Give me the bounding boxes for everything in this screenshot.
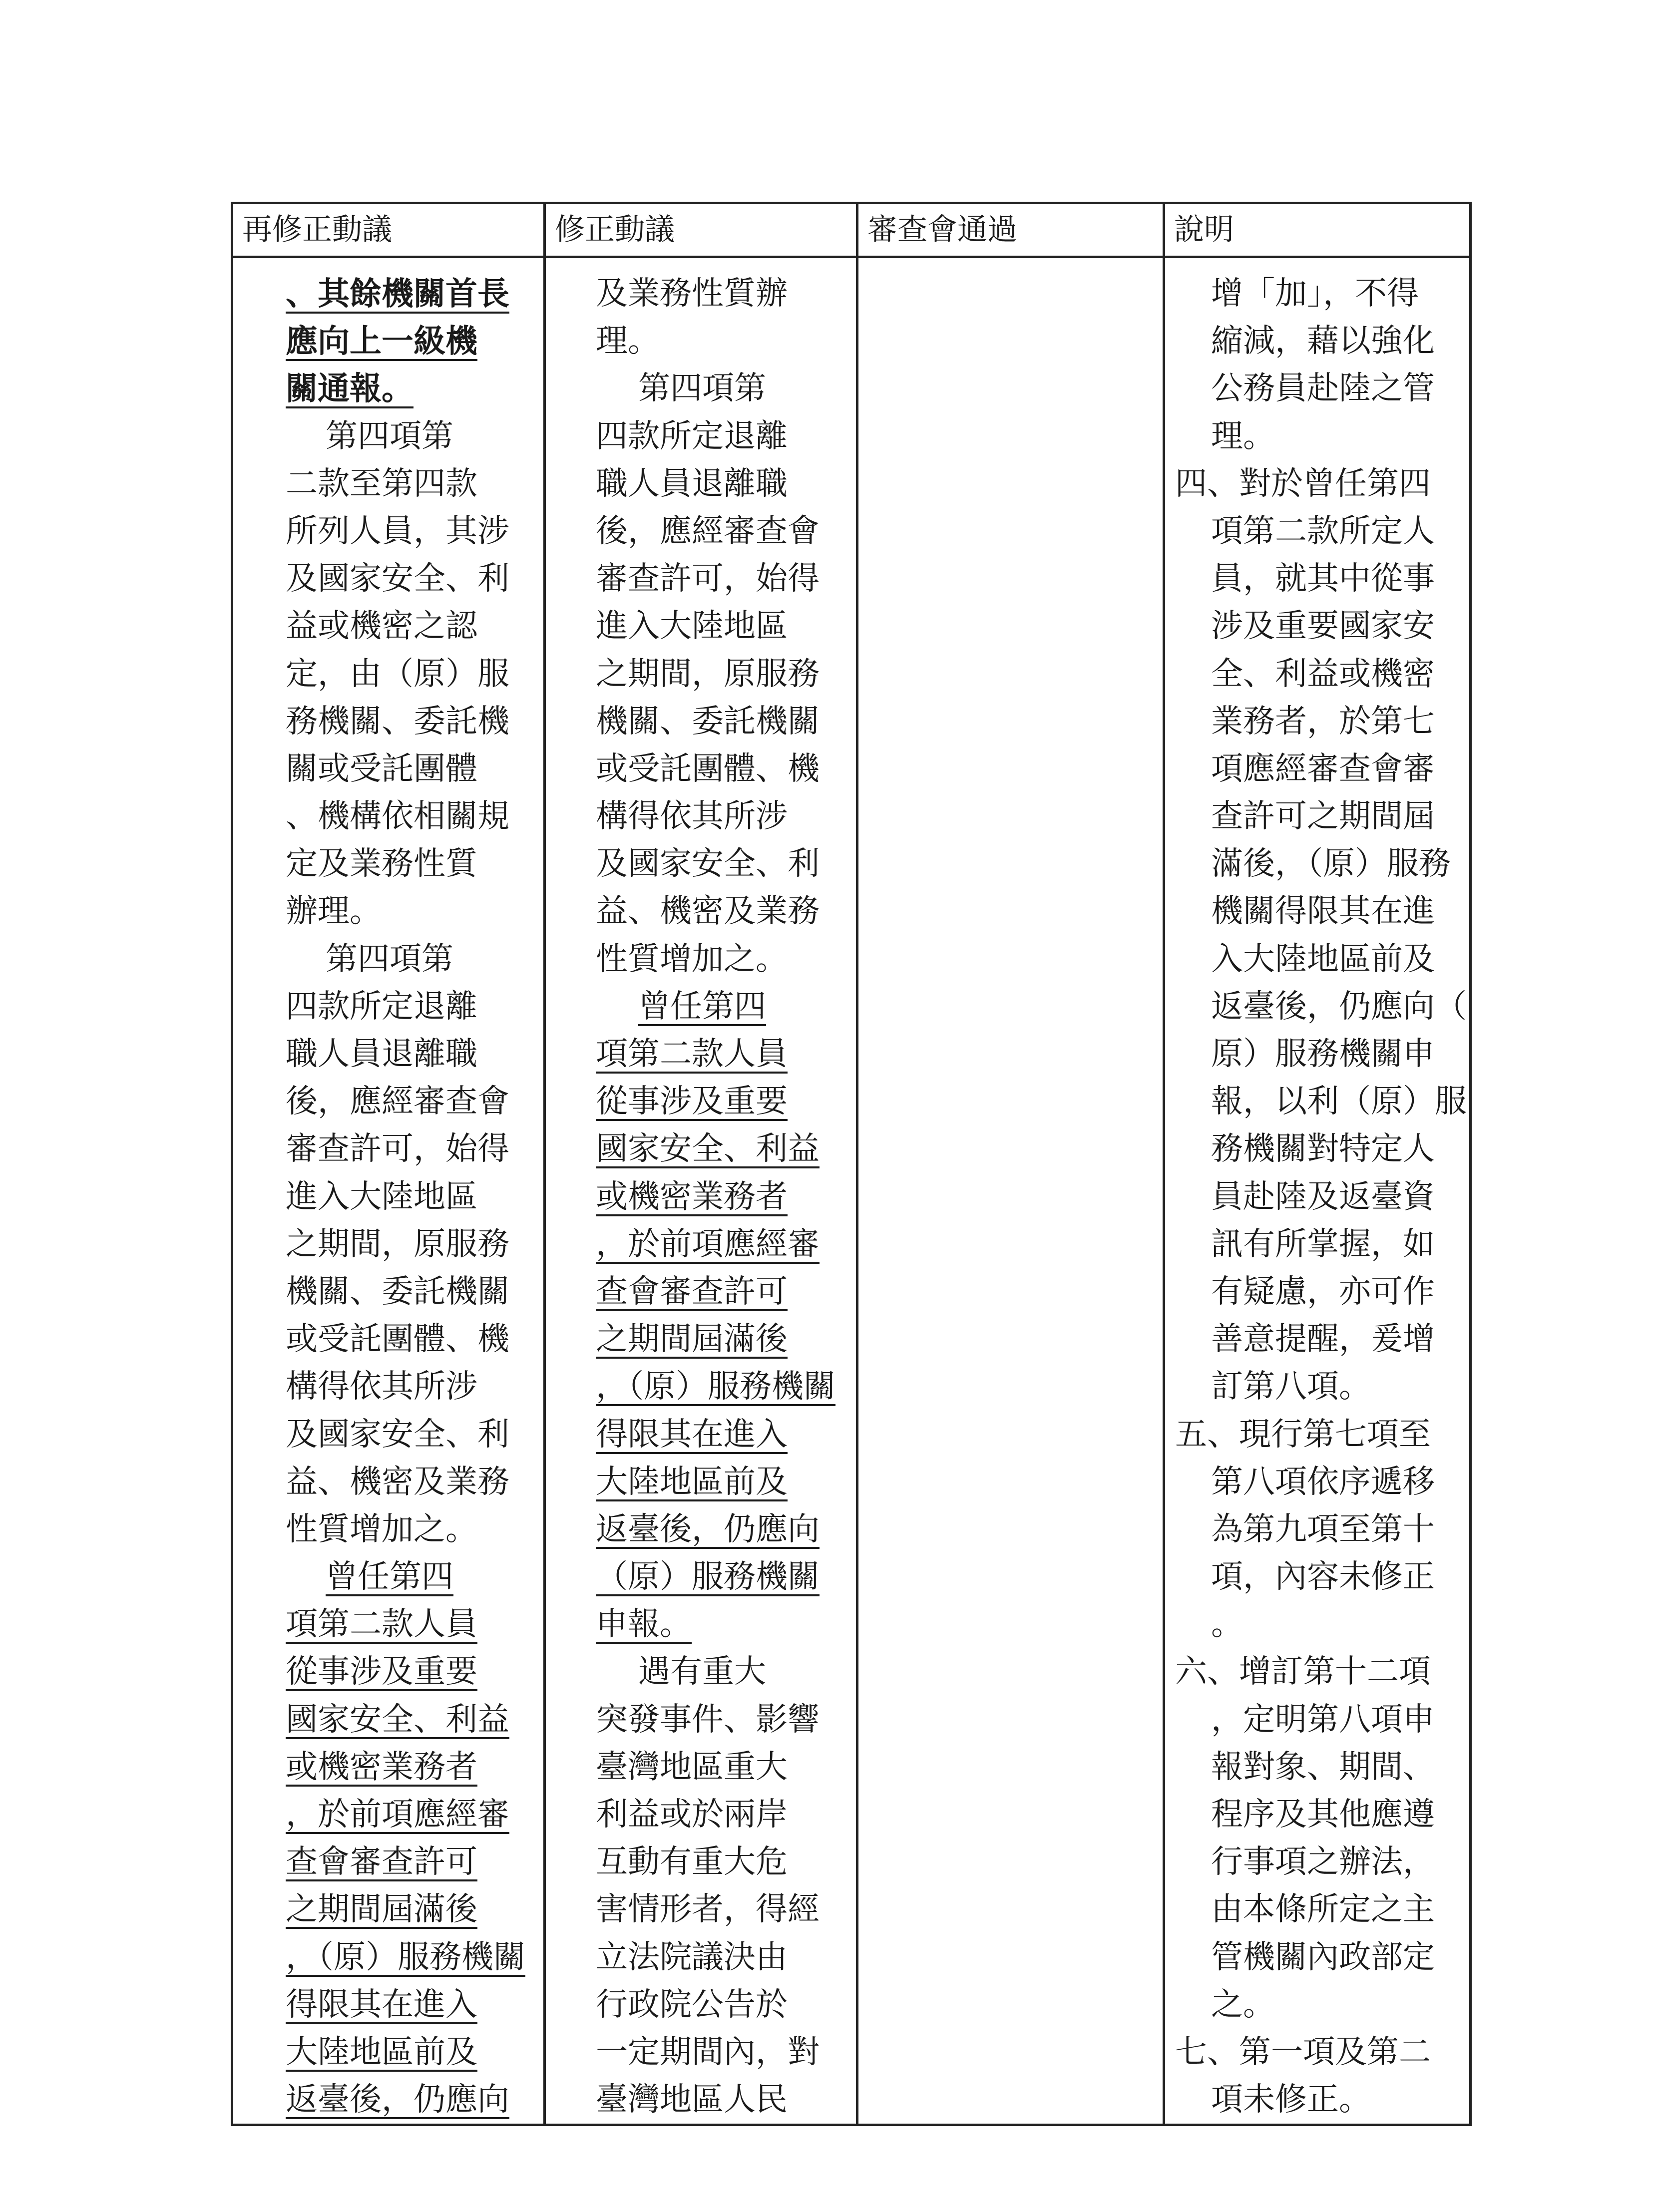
- text-line: [233, 365, 545, 412]
- line-text: ，定明第八項申: [1211, 1701, 1435, 1738]
- text-line: [1165, 1791, 1469, 1839]
- line-text: 臺灣地區重大: [596, 1748, 788, 1786]
- header-re-amendment: 再修正動議: [242, 212, 392, 247]
- line-text: 或受託團體、機: [596, 750, 820, 787]
- line-text: 突發事件、影響: [596, 1701, 820, 1738]
- line-text: 員赴陸及返臺資: [1211, 1178, 1435, 1215]
- line-text: 第八項依序遞移: [1211, 1463, 1435, 1500]
- line-text: 項第二款人員: [286, 1606, 477, 1643]
- line-text: 從事涉及重要: [596, 1083, 788, 1120]
- line-text: 應向上一級機: [286, 323, 477, 361]
- line-text: 得限其在進入: [286, 1986, 477, 2023]
- line-text: 益、機密及業務: [286, 1463, 509, 1500]
- line-text: 機關、委託機關: [596, 703, 820, 740]
- text-line: [233, 745, 545, 793]
- text-line: [546, 698, 855, 745]
- text-line: [1165, 1459, 1469, 1506]
- line-text: 臺灣地區人民: [596, 2081, 788, 2119]
- header-cell-review-passed: [857, 203, 1164, 257]
- text-line: [1165, 1268, 1469, 1316]
- text-line: [1165, 1981, 1469, 2029]
- text-line: [1165, 318, 1469, 365]
- line-text: 訊有所掌握，如: [1211, 1225, 1435, 1263]
- line-text: 第四項第: [326, 417, 453, 455]
- line-text: 進入大陸地區: [286, 1178, 477, 1215]
- line-text: 查會審查許可: [596, 1273, 788, 1310]
- line-text: 增「加」，不得: [1211, 275, 1419, 312]
- line-text: 所列人員，其涉: [286, 512, 509, 550]
- header-explanation: 說明: [1174, 212, 1234, 247]
- explanation-text: [1165, 258, 1469, 2124]
- line-text: 性質增加之。: [286, 1510, 477, 1548]
- line-text: 報，以利（原）服: [1211, 1083, 1467, 1120]
- amendment-cell: [545, 257, 857, 2125]
- line-text: 程序及其他應遵: [1211, 1796, 1435, 1833]
- line-text: 得限其在進入: [596, 1416, 788, 1453]
- line-text: 公務員赴陸之管: [1211, 370, 1435, 407]
- text-line: [546, 508, 855, 555]
- line-text: 及國家安全、利: [286, 1416, 509, 1453]
- text-line: [233, 698, 545, 745]
- line-text: 審查許可，始得: [596, 560, 820, 598]
- text-line: [546, 413, 855, 460]
- line-text: 縮減，藉以強化: [1211, 323, 1435, 360]
- text-line: [233, 983, 545, 1031]
- line-text: 查許可之期間屆: [1211, 798, 1435, 835]
- text-line: [1165, 508, 1469, 555]
- line-text: 善意提醒，爰增: [1211, 1321, 1435, 1358]
- text-line: [233, 1363, 545, 1411]
- line-text: 四、對於曾任第四: [1175, 465, 1431, 502]
- text-line: [233, 1316, 545, 1363]
- line-text: 之期間，原服務: [596, 655, 820, 693]
- text-line: [233, 1459, 545, 1506]
- line-text: 管機關內政部定: [1211, 1938, 1435, 1976]
- text-line: [233, 1791, 545, 1839]
- text-line: [546, 603, 855, 650]
- line-text: 審查許可，始得: [286, 1130, 509, 1168]
- line-text: 理。: [596, 323, 660, 360]
- text-line: [1165, 1411, 1469, 1459]
- line-text: ，於前項應經審: [596, 1225, 820, 1263]
- line-text: 。: [1211, 1606, 1243, 1643]
- text-line: [1165, 1886, 1469, 1933]
- line-text: 返臺後，仍應向: [596, 1510, 820, 1548]
- text-line: [546, 1268, 855, 1316]
- text-line: [546, 983, 898, 1031]
- text-line: [1165, 888, 1469, 935]
- text-line: [546, 1506, 855, 1553]
- line-text: 害情形者，得經: [596, 1891, 820, 1928]
- text-line: [233, 793, 545, 840]
- text-line: [233, 651, 545, 698]
- text-line: [233, 936, 585, 983]
- text-line: [546, 745, 855, 793]
- text-line: [1165, 1506, 1469, 1553]
- line-text: 行事項之辦法，: [1211, 1843, 1435, 1881]
- text-line: [1165, 1839, 1469, 1886]
- line-text: 由本條所定之主: [1211, 1891, 1435, 1928]
- line-text: 機關、委託機關: [286, 1273, 509, 1310]
- text-line: [233, 840, 545, 888]
- text-line: [1165, 745, 1469, 793]
- text-line: [546, 1934, 855, 1981]
- text-line: [546, 1839, 855, 1886]
- text-line: [1165, 1648, 1469, 1696]
- line-text: 行政院公告於: [596, 1986, 788, 2023]
- line-text: 滿後，（原）服務: [1211, 845, 1451, 883]
- line-text: 一定期間內，對: [596, 2033, 820, 2071]
- line-text: 利益或於兩岸: [596, 1796, 788, 1833]
- line-text: 及業務性質辦: [596, 275, 788, 312]
- text-line: [546, 1981, 855, 2029]
- text-line: [1165, 1934, 1469, 1981]
- amendment-text: [546, 258, 856, 2124]
- text-line: [546, 270, 855, 318]
- text-line: [233, 318, 545, 365]
- line-text: 項第二款人員: [596, 1036, 788, 1073]
- line-text: 六、增訂第十二項: [1175, 1653, 1431, 1691]
- text-line: [1165, 1173, 1469, 1221]
- line-text: 全、利益或機密: [1211, 655, 1435, 693]
- line-text: 立法院議決由: [596, 1938, 788, 1976]
- text-line: [233, 2076, 545, 2124]
- header-amendment: 修正動議: [555, 212, 675, 247]
- line-text: 理。: [1211, 417, 1275, 455]
- text-line: [1165, 1221, 1469, 1268]
- line-text: 職人員退離職: [596, 465, 788, 502]
- table-body-row: [232, 257, 1471, 2125]
- line-text: 之期間，原服務: [286, 1225, 509, 1263]
- text-line: [233, 1268, 545, 1316]
- line-text: 查會審查許可: [286, 1843, 477, 1881]
- line-text: 定，由（原）服: [286, 655, 509, 693]
- line-text: 及國家安全、利: [286, 560, 509, 598]
- line-text: 之期間屆滿後: [596, 1321, 788, 1358]
- text-line: [1165, 698, 1469, 745]
- line-text: 益或機密之認: [286, 608, 477, 645]
- line-text: 原）服務機關申: [1211, 1036, 1435, 1073]
- text-line: [233, 1553, 585, 1601]
- line-text: 七、第一項及第二: [1175, 2033, 1431, 2071]
- line-text: 關通報。: [286, 370, 413, 408]
- line-text: 第四項第: [326, 940, 453, 978]
- text-line: [233, 888, 545, 935]
- text-line: [546, 1125, 855, 1173]
- text-line: [1165, 1744, 1469, 1791]
- line-text: 入大陸地區前及: [1211, 940, 1435, 978]
- text-line: [233, 1078, 545, 1125]
- text-line: [1165, 1696, 1469, 1744]
- table-header-row: [232, 203, 1471, 257]
- text-line: [233, 1934, 545, 1981]
- amendment-comparison-table: [231, 202, 1472, 2126]
- text-line: [1165, 270, 1469, 318]
- header-cell-explanation: [1164, 203, 1471, 257]
- header-cell-re-amendment: [232, 203, 545, 257]
- line-text: 曾任第四: [326, 1558, 453, 1596]
- line-text: 四款所定退離: [596, 417, 788, 455]
- text-line: [546, 1791, 855, 1839]
- text-line: [1165, 1031, 1469, 1078]
- line-text: 第四項第: [638, 370, 766, 407]
- line-text: 進入大陸地區: [596, 608, 788, 645]
- text-line: [233, 460, 545, 508]
- text-line: [546, 651, 855, 698]
- text-line: [1165, 1316, 1469, 1363]
- text-line: [233, 413, 585, 460]
- text-line: [233, 1506, 545, 1553]
- text-line: [1165, 936, 1469, 983]
- text-line: [1165, 983, 1469, 1031]
- line-text: 項，內容未修正: [1211, 1558, 1435, 1596]
- text-line: [546, 1648, 898, 1696]
- line-text: 有疑慮，亦可作: [1211, 1273, 1435, 1310]
- line-text: 後，應經審查會: [286, 1083, 509, 1120]
- text-line: [233, 1601, 545, 1648]
- text-line: [546, 2029, 855, 2076]
- line-text: 辦理。: [286, 893, 382, 930]
- text-line: [546, 1553, 855, 1601]
- text-line: [1165, 1125, 1469, 1173]
- text-line: [546, 1173, 855, 1221]
- text-line: [233, 1696, 545, 1744]
- text-line: [546, 1078, 855, 1125]
- line-text: 益、機密及業務: [596, 893, 820, 930]
- line-text: 涉及重要國家安: [1211, 608, 1435, 645]
- text-line: [1165, 2029, 1469, 2076]
- text-line: [546, 1031, 855, 1078]
- line-text: 二款至第四款: [286, 465, 477, 502]
- line-text: 為第九項至第十: [1211, 1510, 1435, 1548]
- line-text: 性質增加之。: [596, 940, 788, 978]
- line-text: （原）服務機關: [596, 1558, 820, 1596]
- text-line: [1165, 1363, 1469, 1411]
- header-cell-amendment: [545, 203, 857, 257]
- text-line: [546, 840, 855, 888]
- line-text: 申報。: [596, 1606, 692, 1643]
- text-line: [1165, 365, 1469, 412]
- line-text: 大陸地區前及: [596, 1463, 788, 1500]
- line-text: 構得依其所涉: [286, 1368, 477, 1406]
- explanation-cell: [1164, 257, 1471, 2125]
- text-line: [546, 1363, 855, 1411]
- line-text: 職人員退離職: [286, 1036, 477, 1073]
- line-text: ，（原）服務機關: [596, 1368, 835, 1406]
- text-line: [233, 1125, 545, 1173]
- text-line: [233, 1744, 545, 1791]
- line-text: 大陸地區前及: [286, 2033, 477, 2071]
- line-text: 關或受託團體: [286, 750, 477, 787]
- text-line: [233, 1648, 545, 1696]
- line-text: ，（原）服務機關: [286, 1938, 525, 1976]
- line-text: 互動有重大危: [596, 1843, 788, 1881]
- text-line: [546, 936, 855, 983]
- line-text: 報對象、期間、: [1211, 1748, 1435, 1786]
- line-text: 員，就其中從事: [1211, 560, 1435, 598]
- line-text: 國家安全、利益: [596, 1130, 820, 1168]
- re-amendment-text: [233, 258, 543, 2124]
- text-line: [233, 603, 545, 650]
- text-line: [546, 1459, 855, 1506]
- header-review-passed: 審查會通過: [867, 212, 1017, 247]
- line-text: 從事涉及重要: [286, 1653, 477, 1691]
- line-text: 或機密業務者: [286, 1748, 477, 1786]
- text-line: [233, 1886, 545, 1933]
- line-text: 訂第八項。: [1211, 1368, 1371, 1406]
- text-line: [546, 1601, 855, 1648]
- text-line: [233, 555, 545, 603]
- line-text: 返臺後，仍應向: [286, 2081, 509, 2119]
- line-text: 構得依其所涉: [596, 798, 788, 835]
- text-line: [546, 888, 855, 935]
- line-text: ，於前項應經審: [286, 1796, 509, 1833]
- text-line: [546, 1886, 855, 1933]
- line-text: 或機密業務者: [596, 1178, 788, 1215]
- text-line: [546, 1221, 855, 1268]
- line-text: 定及業務性質: [286, 845, 477, 883]
- text-line: [546, 460, 855, 508]
- text-line: [1165, 1553, 1469, 1601]
- line-text: 遇有重大: [638, 1653, 766, 1691]
- text-line: [1165, 2076, 1469, 2124]
- text-line: [233, 270, 545, 318]
- line-text: 四款所定退離: [286, 988, 477, 1025]
- text-line: [1165, 460, 1469, 508]
- text-line: [233, 1411, 545, 1459]
- line-text: 業務者，於第七: [1211, 703, 1435, 740]
- line-text: 務機關、委託機: [286, 703, 509, 740]
- text-line: [1165, 1601, 1469, 1648]
- line-text: 、機構依相關規: [286, 798, 509, 835]
- text-line: [233, 1031, 545, 1078]
- text-line: [546, 555, 855, 603]
- text-line: [1165, 1078, 1469, 1125]
- text-line: [233, 1173, 545, 1221]
- text-line: [546, 365, 898, 412]
- text-line: [1165, 555, 1469, 603]
- line-text: 國家安全、利益: [286, 1701, 509, 1738]
- line-text: 或受託團體、機: [286, 1321, 509, 1358]
- line-text: 務機關對特定人: [1211, 1130, 1435, 1168]
- line-text: 項未修正。: [1211, 2081, 1371, 2119]
- text-line: [233, 2029, 545, 2076]
- text-line: [1165, 413, 1469, 460]
- text-line: [546, 1696, 855, 1744]
- text-line: [233, 1839, 545, 1886]
- text-line: [546, 793, 855, 840]
- line-text: 曾任第四: [638, 988, 766, 1025]
- line-text: 後，應經審查會: [596, 512, 820, 550]
- text-line: [546, 2076, 855, 2124]
- review-passed-text: [858, 258, 1163, 270]
- line-text: 之。: [1211, 1986, 1275, 2023]
- text-line: [546, 1411, 855, 1459]
- text-line: [1165, 793, 1469, 840]
- line-text: 及國家安全、利: [596, 845, 820, 883]
- text-line: [1165, 840, 1469, 888]
- text-line: [546, 1744, 855, 1791]
- line-text: 項應經審查會審: [1211, 750, 1435, 787]
- text-line: [233, 508, 545, 555]
- text-line: [233, 1981, 545, 2029]
- text-line: [1165, 651, 1469, 698]
- review-passed-cell: [857, 257, 1164, 2125]
- re-amendment-cell: [232, 257, 545, 2125]
- text-line: [546, 318, 855, 365]
- line-text: 五、現行第七項至: [1175, 1416, 1431, 1453]
- line-text: 、其餘機關首長: [286, 275, 509, 313]
- line-text: 之期間屆滿後: [286, 1891, 477, 1928]
- line-text: 機關得限其在進: [1211, 893, 1435, 930]
- line-text: 返臺後，仍應向（: [1211, 988, 1467, 1025]
- line-text: 項第二款所定人: [1211, 512, 1435, 550]
- text-line: [233, 1221, 545, 1268]
- text-line: [546, 1316, 855, 1363]
- text-line: [1165, 603, 1469, 650]
